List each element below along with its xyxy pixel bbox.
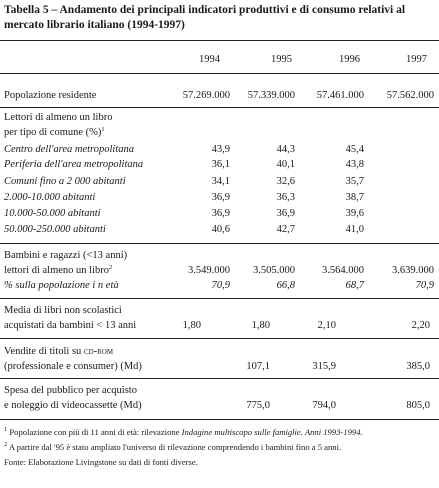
lettori-row-label: Centro dell'area metropolitana [4,144,134,155]
spesa-1996: 794,0 [312,400,336,411]
lettori-row-value: 32,6 [276,176,295,187]
lettori-row-value: 44,3 [276,144,295,155]
lettori-row-value: 40,6 [211,224,230,235]
bambini-pct-1996: 68,7 [345,280,364,291]
lettori-row-value: 41,0 [345,224,364,235]
lettori-row-value: 39,6 [345,208,364,219]
bambini-1996: 3.564.000 [322,265,364,276]
popolazione-1994: 57.269.000 [182,90,230,101]
year-1995: 1995 [271,54,292,65]
spesa-label-line1: Spesa del pubblico per acquisto [4,385,137,396]
lettori-row-value: 43,8 [345,159,364,170]
source-note: Fonte: Elaborazione Livingstone su dati di fonti diverse. [4,457,198,467]
media-1997: 2,20 [411,320,430,331]
popolazione-1995: 57.339.000 [247,90,295,101]
footnote-1: $^1$ Popolazione con più di 11 anni di età: rilevazione Indagine multiscopo sulle famiglie. Anni 1993-1994. [4,426,363,437]
spesa-1995: 775,0 [246,400,270,411]
year-1997: 1997 [406,54,427,65]
bambini-pct-1997: 70,9 [415,280,434,291]
media-1994: 1,80 [182,320,201,331]
top-rule [0,40,439,41]
lettori-row-value: 40,1 [276,159,295,170]
lettori-row-value: 36,9 [211,192,230,203]
lettori-row-value: 35,7 [345,176,364,187]
spesa-label-line2: e noleggio di videocassette (Md) [4,400,142,411]
spesa-1997: 805,0 [406,400,430,411]
popolazione-1996: 57.461.000 [316,90,364,101]
vendite-1995: 107,1 [246,361,270,372]
lettori-row-value: 36,9 [276,208,295,219]
footnote-ref-1: 1 [101,126,105,133]
lettori-row-label: 50.000-250.000 abitanti [4,224,106,235]
rule-5 [0,378,439,379]
bambini-pct-1994: 70,9 [211,280,230,291]
lettori-row-label: Comuni fino a 2 000 abitanti [4,176,126,187]
lettori-row-value: 38,7 [345,192,364,203]
lettori-row-label: 2.000-10.000 abitanti [4,192,96,203]
footnote-2: $^2$ A partire dal '95 è stato ampliato l'universo di rilevazione comprendendo i bambini fino a 5 anni. [4,441,342,452]
bambini-pct-1995: 66,8 [276,280,295,291]
year-1994: 1994 [199,54,220,65]
lettori-label-line1: Lettori di almeno un libro [4,112,113,123]
bambini-pct-label: % sulla popolazione i n età [4,280,119,291]
vendite-label-line1: Vendite di titoli su cd-rom [4,346,114,357]
media-1995: 1,80 [251,320,270,331]
footnote-ref-2: 2 [108,264,113,271]
lettori-row-value: 42,7 [276,224,295,235]
bambini-label-line1: Bambini e ragazzi (<13 anni) [4,250,128,261]
lettori-row-label: 10.000-50.000 abitanti [4,208,101,219]
rule-2 [0,243,439,244]
bottom-rule [0,419,439,420]
lettori-row-label: Periferia dell'area metropolitana [4,159,144,170]
bambini-1997: 3.639.000 [392,265,434,276]
rule-4 [0,338,439,339]
bambini-1995: 3.505.000 [253,265,295,276]
lettori-row-value: 36,9 [211,208,230,219]
rule-1 [0,107,439,108]
vendite-1996: 315,9 [312,361,336,372]
rule-3 [0,298,439,299]
lettori-row-value: 36,1 [211,159,230,170]
popolazione-label: Popolazione residente [4,90,97,101]
lettori-row-value: 43,9 [211,144,230,155]
table-title: Tabella 5 – Andamento dei principali indicatori produttivi e di consumo relativi al mercato librario italiano (1994-1997) [4,4,406,31]
lettori-row-value: 36,3 [276,192,295,203]
media-1996: 2,10 [317,320,336,331]
bambini-1994: 3.549.000 [188,265,230,276]
vendite-label-line2: (professionale e consumer) (Md) [4,361,142,372]
vendite-1997: 385,0 [406,361,430,372]
lettori-row-value: 45,4 [345,144,364,155]
year-1996: 1996 [339,54,360,65]
bambini-label-line2: lettori di almeno un libro$^2$ [4,264,113,276]
media-label-line1: Media di libri non scolastici [4,305,122,316]
lettori-row-value: 34,1 [211,176,230,187]
popolazione-1997: 57.562.000 [386,90,434,101]
header-rule [0,73,439,74]
lettori-label-line2: per tipo di comune (%)$^1$ [4,126,105,138]
media-label-line2: acquistati da bambini < 13 anni [4,320,137,331]
